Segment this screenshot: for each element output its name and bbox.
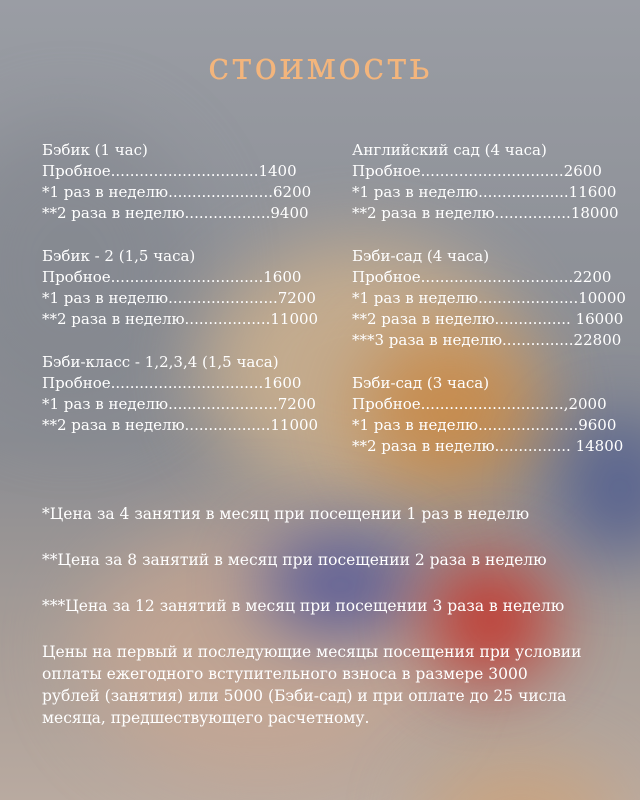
block-heading: Бэби-сад (3 часа) — [352, 374, 490, 392]
price-row: **2 раза в неделю................18000 — [352, 204, 619, 222]
price-row: *1 раз в неделю.....................10000 — [352, 289, 626, 307]
page-title: стоимость — [208, 44, 432, 88]
footnote: ***Цена за 12 занятий в месяц при посещении 3 раза в неделю — [42, 597, 565, 615]
block-heading: Бэбик (1 час) — [42, 141, 148, 159]
price-row: Пробное..............................,2000 — [352, 395, 607, 413]
price-row: Пробное...............................1400 — [42, 162, 297, 180]
price-row: *1 раз в неделю.......................7200 — [42, 395, 316, 413]
block-heading: Бэби-класс - 1,2,3,4 (1,5 часа) — [42, 353, 279, 371]
price-row: Пробное..............................2600 — [352, 162, 602, 180]
footnote: **Цена за 8 занятий в месяц при посещении 2 раза в неделю — [42, 551, 547, 569]
footnote: *Цена за 4 занятия в месяц при посещении 1 раз в неделю — [42, 505, 530, 523]
right-column — [352, 140, 626, 479]
price-block — [352, 140, 622, 224]
payment-note: Цены на первый и последующие месяцы посещения при условии оплаты ежегодного вступительного взноса в размере 3000 рублей (занятия) или 5000 (Бэби-сад) и при оплате до 25 числа месяца, предшествующего расчетному. — [42, 643, 582, 727]
footnotes — [42, 503, 602, 753]
price-row: **2 раза в неделю..................11000 — [42, 416, 319, 434]
price-row: **2 раза в неделю..................11000 — [42, 310, 319, 328]
price-row: *1 раз в неделю.......................7200 — [42, 289, 316, 307]
price-row: **2 раза в неделю..................9400 — [42, 204, 309, 222]
price-row: Пробное................................1600 — [42, 268, 302, 286]
price-block — [352, 373, 622, 457]
left-column — [42, 140, 319, 458]
price-row: Пробное................................1600 — [42, 374, 302, 392]
price-block — [42, 246, 319, 330]
price-row: *1 раз в неделю......................6200 — [42, 183, 312, 201]
price-row: ***3 раза в неделю...............22800 — [352, 331, 622, 349]
block-heading: Бэбик - 2 (1,5 часа) — [42, 247, 196, 265]
price-row: **2 раза в неделю................ 16000 — [352, 310, 624, 328]
price-block — [42, 352, 319, 436]
block-heading: Бэби-сад (4 часа) — [352, 247, 490, 265]
block-heading: Английский сад (4 часа) — [352, 141, 547, 159]
price-row: *1 раз в неделю...................11600 — [352, 183, 617, 201]
price-row: *1 раз в неделю.....................9600 — [352, 416, 617, 434]
price-block — [352, 246, 626, 351]
price-row: Пробное................................2200 — [352, 268, 612, 286]
price-block — [42, 140, 312, 224]
price-row: **2 раза в неделю................ 14800 — [352, 437, 624, 455]
